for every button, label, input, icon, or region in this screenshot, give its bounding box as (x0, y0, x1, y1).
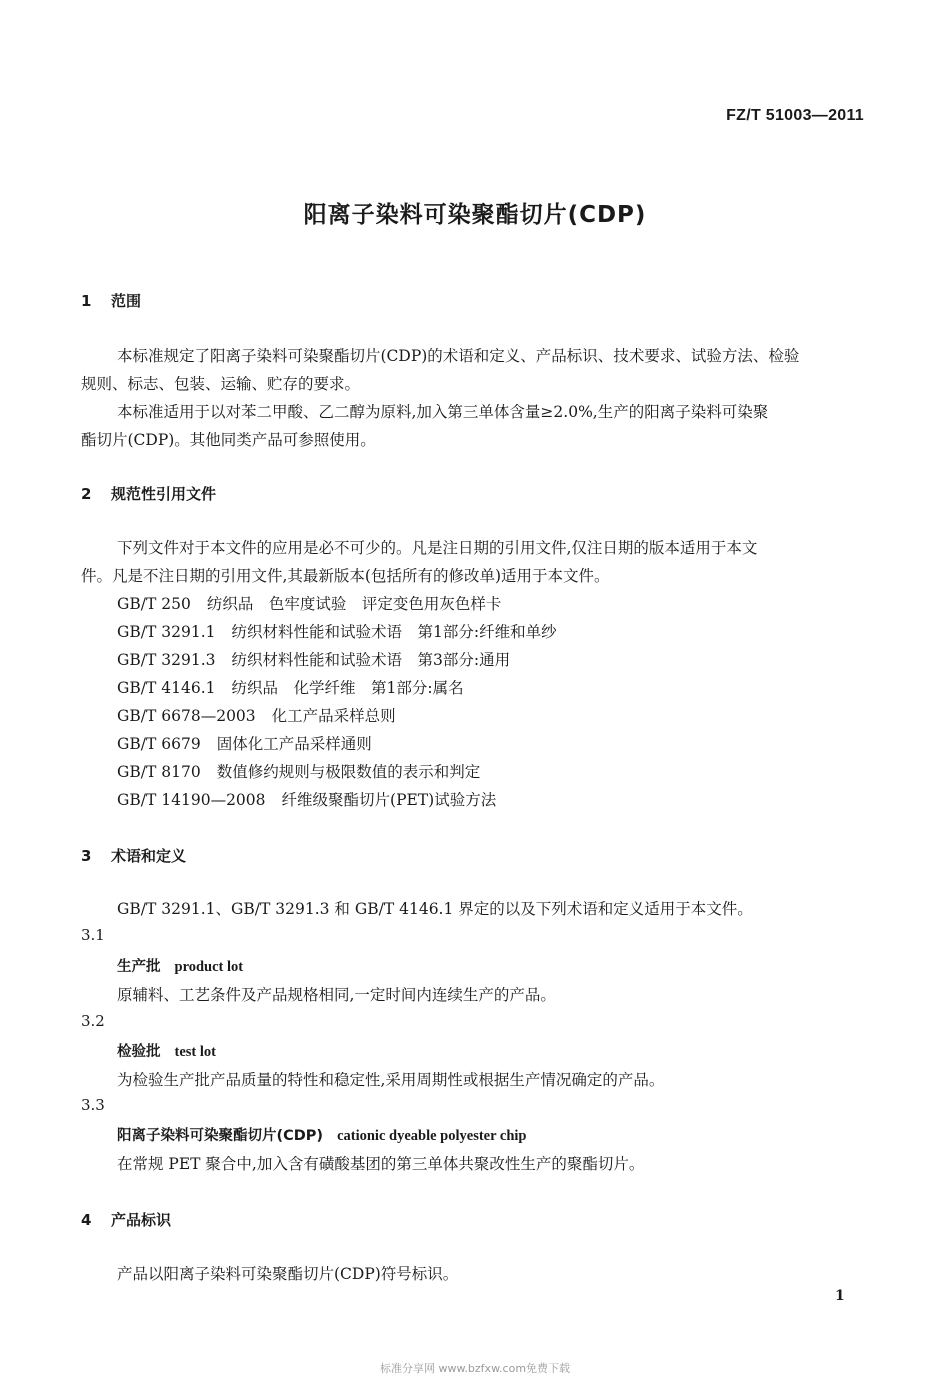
section-2-heading (81, 483, 216, 504)
paragraph-line: 酯切片(CDP)。其他同类产品可参照使用。 (81, 431, 376, 449)
term-zh: 检验批 (117, 1044, 161, 1060)
section-title: 术语和定义 (111, 847, 187, 865)
term-number: 3.1 (81, 926, 105, 944)
paragraph-line: 本标准适用于以对苯二甲酸、乙二醇为原料,加入第三单体含量≥2.0%,生产的阳离子染料可染聚 (117, 403, 769, 421)
reference-item (117, 592, 501, 614)
standard-number: FZ/T 51003—2011 (726, 107, 864, 124)
reference-title: 纺织材料性能和试验术语 第3部分:通用 (231, 651, 511, 669)
section-number: 4 (81, 1211, 92, 1229)
term-definition: 原辅料、工艺条件及产品规格相同,一定时间内连续生产的产品。 (117, 986, 556, 1004)
paragraph-line: 产品以阳离子染料可染聚酯切片(CDP)符号标识。 (117, 1265, 459, 1283)
term-heading (117, 1040, 216, 1061)
paragraph-line: 本标准规定了阳离子染料可染聚酯切片(CDP)的术语和定义、产品标识、技术要求、试验方法、检验 (117, 347, 800, 365)
term-zh: 生产批 (117, 959, 161, 975)
page-number: 1 (835, 1288, 845, 1304)
term-number: 3.2 (81, 1012, 105, 1030)
reference-title: 纺织品 化学纤维 第1部分:属名 (231, 679, 464, 697)
reference-title: 固体化工产品采样通则 (216, 735, 372, 753)
section-4-heading (81, 1209, 171, 1230)
section-title: 规范性引用文件 (111, 485, 217, 503)
reference-code: GB/T 4146.1 (117, 679, 216, 697)
reference-item (117, 704, 396, 726)
reference-title: 纺织品 色牢度试验 评定变色用灰色样卡 (206, 595, 502, 613)
reference-title: 纤维级聚酯切片(PET)试验方法 (281, 791, 497, 809)
reference-code: GB/T 6678—2003 (117, 707, 256, 725)
reference-code: GB/T 6679 (117, 735, 201, 753)
reference-title: 数值修约规则与极限数值的表示和判定 (216, 763, 481, 781)
reference-item (117, 648, 510, 670)
section-title: 范围 (111, 292, 142, 310)
paragraph-line: 下列文件对于本文件的应用是必不可少的。凡是注日期的引用文件,仅注日期的版本适用于本文 (117, 539, 758, 557)
reference-item (117, 760, 480, 782)
watermark: 标准分享网 www.bzfxw.com免费下载 (379, 1362, 571, 1375)
reference-title: 纺织材料性能和试验术语 第1部分:纤维和单纱 (231, 623, 557, 641)
section-number: 3 (81, 847, 92, 865)
reference-code: GB/T 3291.3 (117, 651, 216, 669)
term-heading (117, 1124, 527, 1145)
paragraph-line: 规则、标志、包装、运输、贮存的要求。 (81, 375, 361, 393)
section-number: 1 (81, 292, 92, 310)
paragraph-line: GB/T 3291.1、GB/T 3291.3 和 GB/T 4146.1 界定的以及下列术语和定义适用于本文件。 (117, 900, 753, 918)
section-number: 2 (81, 485, 92, 503)
reference-code: GB/T 3291.1 (117, 623, 216, 641)
term-heading (117, 955, 243, 976)
reference-code: GB/T 250 (117, 595, 191, 613)
reference-title: 化工产品采样总则 (271, 707, 396, 725)
term-definition: 为检验生产批产品质量的特性和稳定性,采用周期性或根据生产情况确定的产品。 (117, 1071, 665, 1089)
term-en: cationic dyeable polyester chip (337, 1128, 527, 1144)
term-zh: 阳离子染料可染聚酯切片(CDP) (117, 1128, 324, 1144)
term-en: test lot (174, 1044, 216, 1060)
term-definition: 在常规 PET 聚合中,加入含有磺酸基团的第三单体共聚改性生产的聚酯切片。 (117, 1155, 645, 1173)
reference-item (117, 788, 496, 810)
reference-item (117, 620, 557, 642)
section-title: 产品标识 (111, 1211, 172, 1229)
document-title: 阳离子染料可染聚酯切片(CDP) (303, 202, 647, 228)
section-3-heading (81, 845, 186, 866)
paragraph-line: 件。凡是不注日期的引用文件,其最新版本(包括所有的修改单)适用于本文件。 (81, 567, 610, 585)
term-number: 3.3 (81, 1096, 105, 1114)
reference-item (117, 732, 372, 754)
section-1-heading (81, 290, 141, 311)
term-en: product lot (174, 959, 244, 975)
reference-item (117, 676, 464, 698)
reference-code: GB/T 8170 (117, 763, 201, 781)
reference-code: GB/T 14190—2008 (117, 791, 266, 809)
